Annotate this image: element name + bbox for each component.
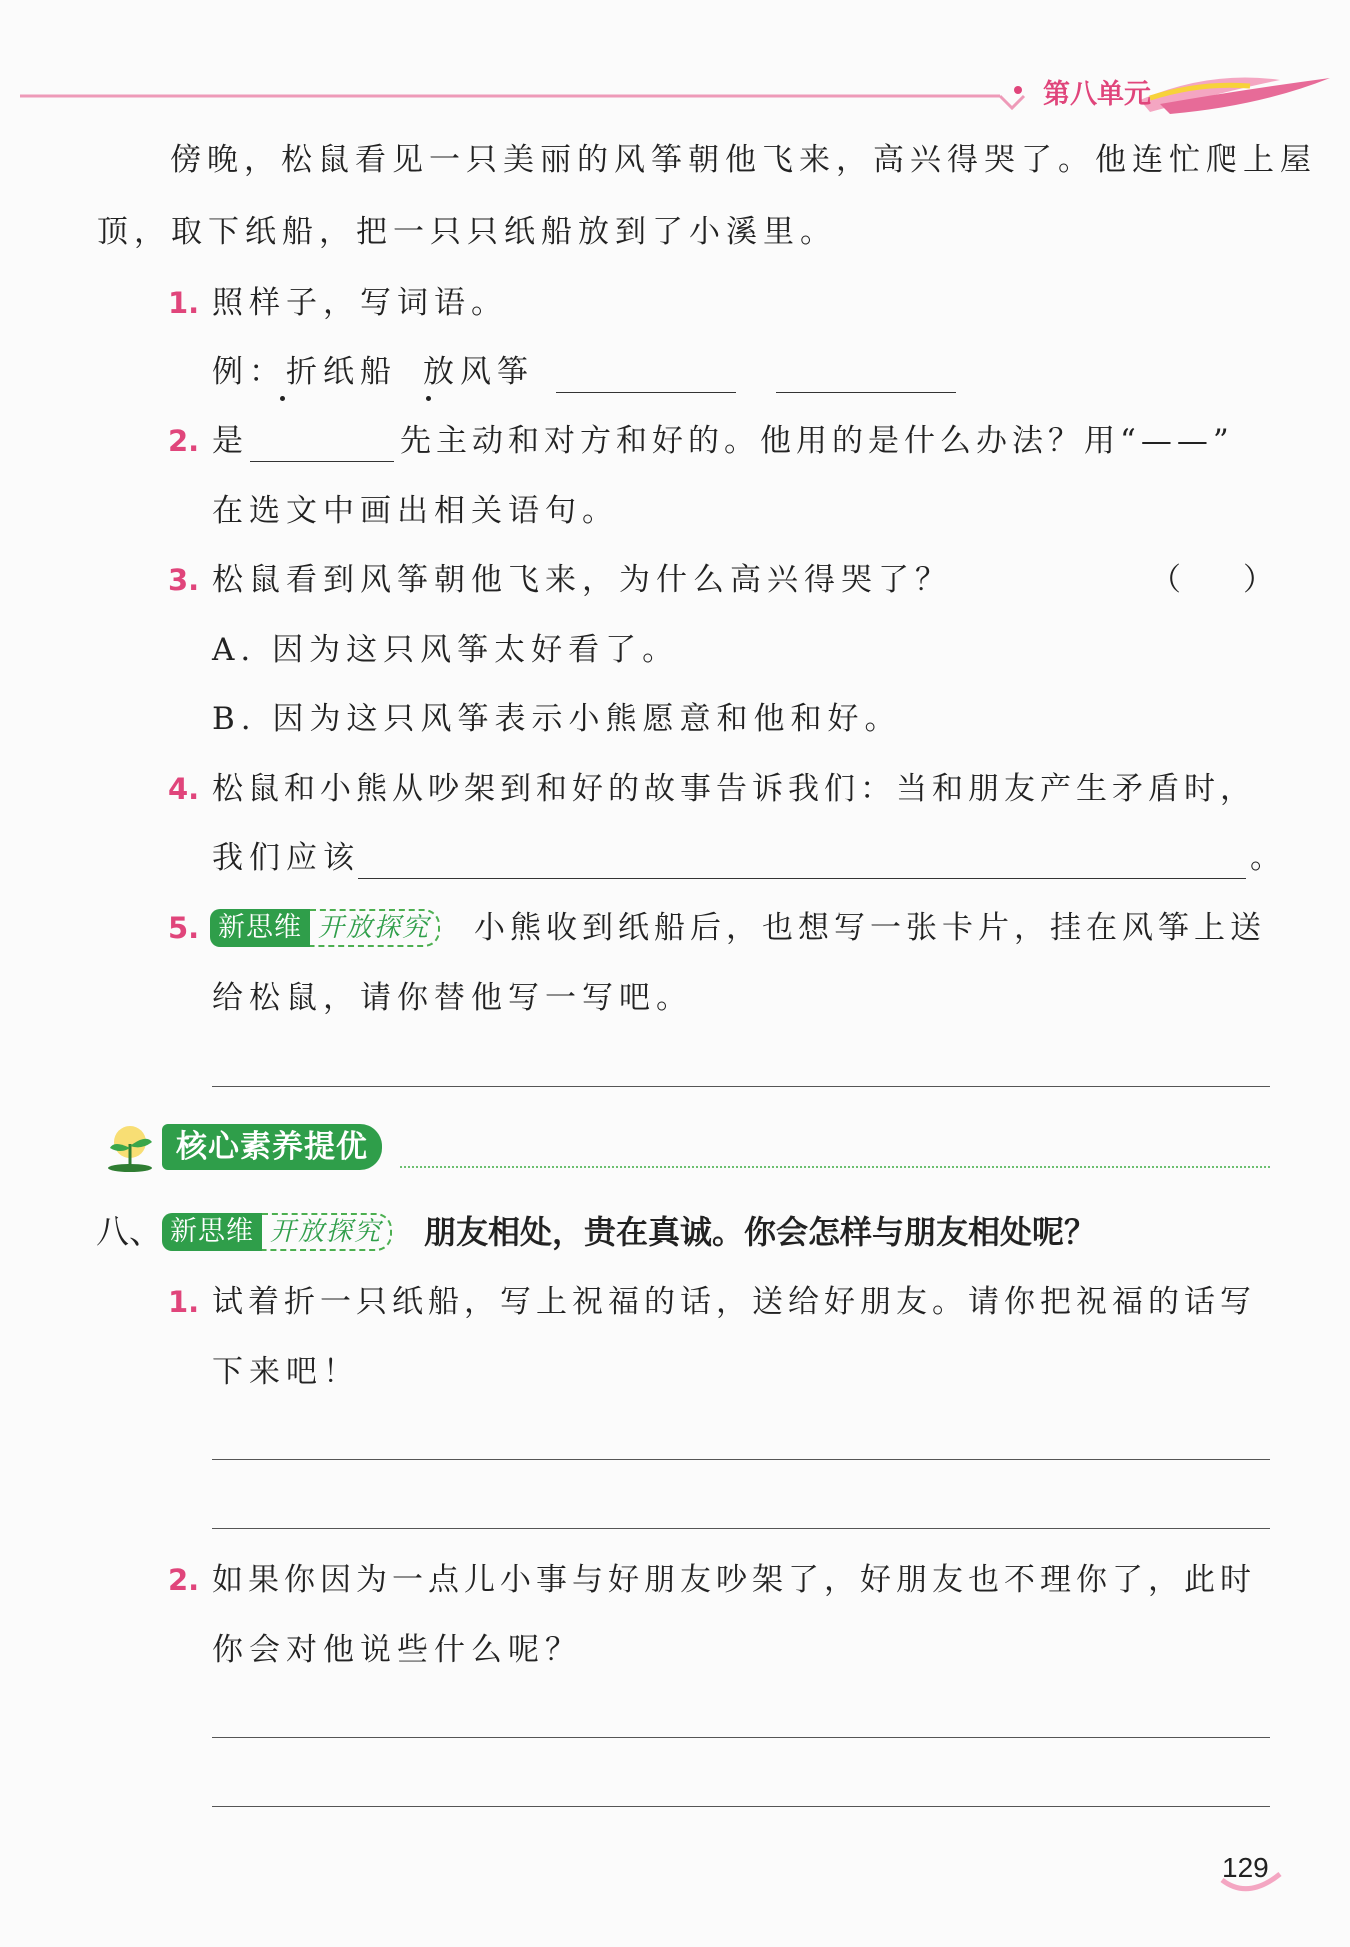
example-word-2-key: 放	[423, 354, 460, 390]
question-8-2-writing-line[interactable]	[212, 1737, 1270, 1738]
passage-line-1: 傍晚，松鼠看见一只美丽的风筝朝他飞来，高兴得哭了。他连忙爬上屋	[170, 142, 1317, 178]
question-8-1-line-2: 下来吧！	[212, 1354, 360, 1390]
question-1-answer-blank-2[interactable]	[776, 392, 956, 393]
example-word-1-key: 折	[286, 354, 323, 390]
question-1-example: 例：折纸船 放风筝	[212, 354, 534, 390]
question-2-pre: 是	[212, 423, 249, 459]
question-8-2-line-1: 如果你因为一点儿小事与好朋友吵架了，好朋友也不理你了，此时	[212, 1562, 1256, 1598]
question-8-1-writing-line[interactable]	[212, 1528, 1270, 1529]
question-5-writing-line[interactable]	[212, 1086, 1270, 1087]
section-dotted-line	[400, 1166, 1270, 1168]
sprout-icon	[100, 1118, 160, 1174]
question-3-number: 3.	[168, 563, 200, 597]
question-5-line-1: 小熊收到纸船后，也想写一张卡片，挂在风筝上送	[474, 910, 1266, 946]
emphasis-dot	[280, 396, 285, 401]
question-1-text: 照样子，写词语。	[212, 285, 508, 321]
question-1-number: 1.	[168, 286, 200, 320]
unit-title: 第八单元	[1043, 79, 1151, 110]
question-4-line-2: 我们应该	[212, 840, 360, 876]
question-8-2-line-2: 你会对他说些什么呢？	[212, 1632, 582, 1668]
question-5-number: 5.	[168, 911, 200, 945]
passage-line-2: 顶，取下纸船，把一只只纸船放到了小溪里。	[97, 214, 837, 250]
new-thinking-badge: 新思维 开放探究	[210, 908, 440, 948]
question-8-label: 八、	[96, 1212, 162, 1251]
page-number: 129	[1222, 1852, 1269, 1883]
new-thinking-badge: 新思维 开放探究	[162, 1212, 392, 1252]
question-5-line-2: 给松鼠，请你替他写一写吧。	[212, 980, 693, 1016]
question-4-line-1: 松鼠和小熊从吵架到和好的故事告诉我们：当和朋友产生矛盾时，	[212, 771, 1256, 807]
question-8-1-number: 1.	[168, 1285, 200, 1319]
question-2-answer-blank[interactable]	[250, 461, 394, 462]
section-title: 核心素养提优	[176, 1129, 368, 1165]
section-title-bar	[162, 1124, 382, 1170]
question-3-answer-paren[interactable]: （ ）	[1150, 562, 1274, 598]
question-2-number: 2.	[168, 424, 200, 458]
question-1-answer-blank-1[interactable]	[556, 392, 736, 393]
question-4-answer-blank[interactable]	[358, 878, 1246, 879]
question-3-option-a[interactable]: A. 因为这只风筝太好看了。	[212, 632, 680, 668]
question-4-number: 4.	[168, 772, 200, 806]
question-2-post: 先主动和对方和好的。他用的是什么办法？用“——”	[400, 423, 1234, 459]
question-8-text: 朋友相处，贵在真诚。你会怎样与朋友相处呢？	[424, 1213, 1097, 1251]
question-3-option-b[interactable]: B. 因为这只风筝表示小熊愿意和他和好。	[212, 701, 902, 737]
emphasis-dot	[426, 396, 431, 401]
question-8-1-line-1: 试着折一只纸船，写上祝福的话，送给好朋友。请你把祝福的话写	[212, 1284, 1256, 1320]
question-8-2-number: 2.	[168, 1563, 200, 1597]
question-2-line-2: 在选文中画出相关语句。	[212, 493, 619, 529]
question-4-end: 。	[1250, 840, 1287, 876]
question-8-2-writing-line[interactable]	[212, 1806, 1270, 1807]
question-8-1-writing-line[interactable]	[212, 1459, 1270, 1460]
question-3-text: 松鼠看到风筝朝他飞来，为什么高兴得哭了？	[212, 562, 952, 598]
